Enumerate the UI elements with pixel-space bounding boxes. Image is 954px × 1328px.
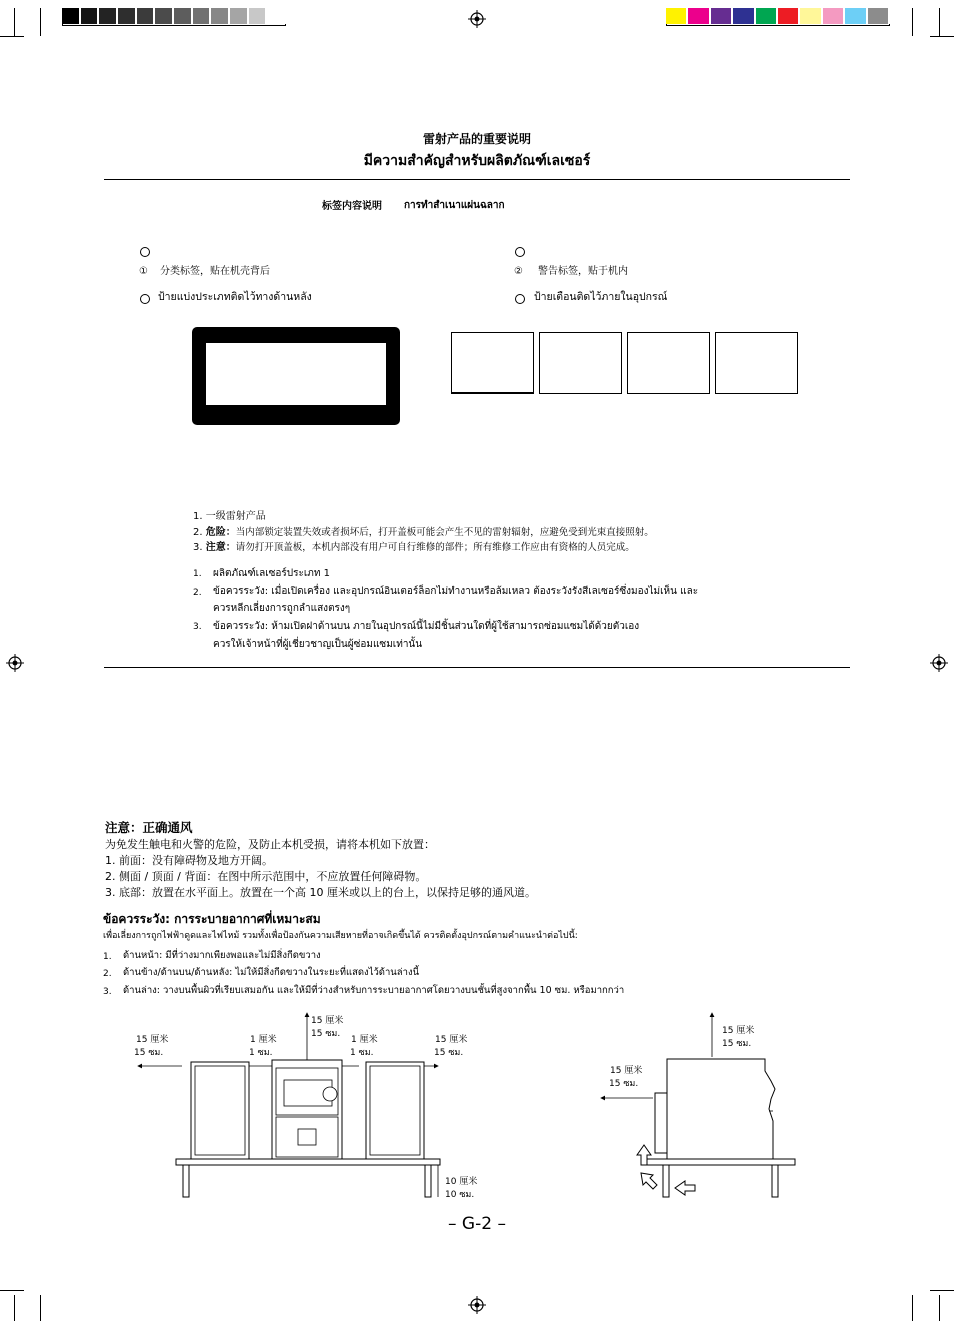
front-bottom-th: 10 ซม. xyxy=(445,1190,475,1200)
color-swatch xyxy=(800,8,822,24)
page-title-cn: 雷射产品的重要说明 xyxy=(422,132,531,146)
page-title-th: มีความสำคัญสำหรับผลิตภัณฑ์เลเซอร์ xyxy=(363,153,591,169)
note-th-2a: ข้อควรระวัง: เมื่อเปิดเครื่อง และอุปกรณ์อินเตอร์ล็อกไม่ทำงานหรือล้มเหลว ต้องระวังรังสีเลเซอร์ซึ่งมองไม่เห็น และ xyxy=(213,586,699,597)
label-subtitle-cn: 标签内容说明 xyxy=(322,201,382,212)
gray-swatch xyxy=(174,8,193,24)
left-label-num: ① xyxy=(139,266,148,277)
note-cn-1: 1. 一级雷射产品 xyxy=(193,511,266,522)
front-left-cn: 15 厘米 xyxy=(136,1035,169,1045)
gray-swatch xyxy=(193,8,212,24)
color-swatch xyxy=(778,8,800,24)
color-swatch xyxy=(711,8,733,24)
note-th-1: ผลิตภัณฑ์เลเซอร์ประเภท 1 xyxy=(213,568,331,579)
front-top-th: 15 ซม. xyxy=(311,1029,341,1039)
front-bottom-cn: 10 厘米 xyxy=(445,1177,478,1187)
warning-label-box xyxy=(715,332,798,394)
warning-label-box xyxy=(451,332,534,394)
note-th-3-num: 3. xyxy=(193,622,202,632)
side-back-cn: 15 厘米 xyxy=(610,1066,643,1076)
ventilation-intro-th: เพื่อเลี่ยงการถูกไฟฟ้าดูดและไฟไหม้ รวมทั้งเพื่อป้องกันความเสียหายที่อาจเกิดขึ้นได้ ควรติดตั้งอุปกรณ์ตามคำแนะนำต่อไปนี้: xyxy=(103,931,578,941)
front-top-cn: 15 厘米 xyxy=(311,1016,344,1026)
front-left-th: 15 ซม. xyxy=(134,1048,164,1058)
color-swatch xyxy=(666,8,688,24)
registration-mark-icon xyxy=(6,654,24,672)
color-swatch xyxy=(823,8,845,24)
front-right-cn: 15 厘米 xyxy=(435,1035,468,1045)
warning-label-box xyxy=(539,332,622,394)
label-subtitle-th: การทำสำเนาแผ่นฉลาก xyxy=(404,200,505,211)
front-right-th: 15 ซม. xyxy=(434,1048,464,1058)
note-th-3b: ควรให้เจ้าหน้าที่ผู้เชี่ยวชาญเป็นผู้ซ่อมแซมเท่านั้น xyxy=(213,639,423,650)
gray-scale-bar xyxy=(62,8,286,26)
ventilation-item-th-3: ด้านล่าง: วางบนพื้นผิวที่เรียบเสมอกัน และให้มีที่ว่างสำหรับการระบายอากาศโดยวางบนชั้นที่สูงจากพื้น 10 ซม. หรือมากกว่า xyxy=(123,985,625,996)
gray-swatch xyxy=(211,8,230,24)
circle-marker-icon xyxy=(515,294,525,304)
registration-mark-icon xyxy=(930,654,948,672)
note-th-3a: ข้อควรระวัง: ห้ามเปิดฝาด้านบน ภายในอุปกรณ์นี้ไม่มีชิ้นส่วนใดที่ผู้ใช้สามารถซ่อมแซมได้ด้วยตัวเอง xyxy=(213,621,640,632)
ventilation-item-cn-2: 2. 侧面 / 顶面 / 背面：在图中所示范围中，不应放置任何障碍物。 xyxy=(105,870,427,883)
gray-swatch xyxy=(99,8,118,24)
ventilation-item-th-1: ด้านหน้า: มีที่ว่างมากเพียงพอและไม่มีสิ่งกีดขวาง xyxy=(123,950,321,961)
ventilation-item-th-2-num: 2. xyxy=(103,969,112,979)
right-label-num: ② xyxy=(514,266,523,277)
side-top-cn: 15 厘米 xyxy=(722,1026,755,1036)
ventilation-item-th-3-num: 3. xyxy=(103,987,112,997)
side-back-th: 15 ซม. xyxy=(609,1079,639,1089)
ventilation-title-cn: 注意：正确通风 xyxy=(105,820,193,835)
page-number: – G-2 – xyxy=(448,1214,506,1234)
ventilation-item-th-2: ด้านข้าง/ด้านบน/ด้านหลัง: ไม่ให้มีสิ่งกีดขวางในระยะที่แสดงไว้ด้านล่างนี้ xyxy=(123,967,420,978)
ventilation-item-cn-3: 3. 底部：放置在水平面上。放置在一个高 10 厘米或以上的台上，以保持足够的通风道。 xyxy=(105,886,536,899)
gray-swatch xyxy=(137,8,156,24)
side-clearance-diagram xyxy=(595,1005,805,1205)
color-swatch xyxy=(868,8,890,24)
gray-swatch xyxy=(118,8,137,24)
registration-mark-icon xyxy=(468,10,486,28)
warning-label-box xyxy=(627,332,710,394)
circle-marker-icon xyxy=(140,247,150,257)
front-gap2-th: 1 ซม. xyxy=(350,1048,374,1058)
color-swatch xyxy=(688,8,710,24)
color-swatch xyxy=(845,8,867,24)
front-gap1-cn: 1 厘米 xyxy=(250,1035,277,1045)
color-swatch xyxy=(756,8,778,24)
side-top-th: 15 ซม. xyxy=(722,1039,752,1049)
gray-swatch xyxy=(155,8,174,24)
ventilation-item-cn-1: 1. 前面：没有障碍物及地方开阔。 xyxy=(105,854,273,867)
gray-swatch xyxy=(249,8,268,24)
right-label-text-cn: 警告标签，贴于机内 xyxy=(538,266,628,277)
note-cn-2: 2. 危险：当内部锁定装置失效或者损坏后，打开盖板可能会产生不见的雷射辐射，应避免受到光束直接照射。 xyxy=(193,527,654,538)
note-th-1-num: 1. xyxy=(193,569,202,579)
section-rule xyxy=(104,667,850,668)
circle-marker-icon xyxy=(140,294,150,304)
circle-marker-icon xyxy=(515,247,525,257)
gray-swatch xyxy=(267,8,286,24)
note-th-2b: ควรหลีกเลี่ยงการถูกลำแสงตรงๆ xyxy=(213,603,351,614)
ventilation-item-th-1-num: 1. xyxy=(103,952,112,962)
header-rule xyxy=(104,179,850,180)
class-label-frame xyxy=(192,327,400,425)
color-bar xyxy=(666,8,890,26)
left-label-text-th: ป้ายแบ่งประเภทติดไว้ทางด้านหลัง xyxy=(158,291,312,303)
color-swatch xyxy=(733,8,755,24)
ventilation-intro-cn: 为免发生触电和火警的危险，及防止本机受损，请将本机如下放置： xyxy=(105,838,435,851)
right-label-text-th: ป้ายเตือนติดไว้ภายในอุปกรณ์ xyxy=(534,291,668,303)
note-cn-3: 3. 注意：请勿打开顶盖板，本机内部没有用户可自行维修的部件；所有维修工作应由有资格的人员完成。 xyxy=(193,542,635,553)
front-gap2-cn: 1 厘米 xyxy=(351,1035,378,1045)
gray-swatch xyxy=(230,8,249,24)
left-label-text-cn: 分类标签，贴在机壳背后 xyxy=(160,266,270,277)
ventilation-title-th: ข้อควรระวัง: การระบายอากาศที่เหมาะสม xyxy=(103,912,321,926)
gray-swatch xyxy=(62,8,81,24)
front-gap1-th: 1 ซม. xyxy=(249,1048,273,1058)
front-clearance-diagram xyxy=(120,1005,460,1210)
registration-mark-icon xyxy=(468,1296,486,1314)
note-th-2-num: 2. xyxy=(193,588,202,598)
gray-swatch xyxy=(81,8,100,24)
